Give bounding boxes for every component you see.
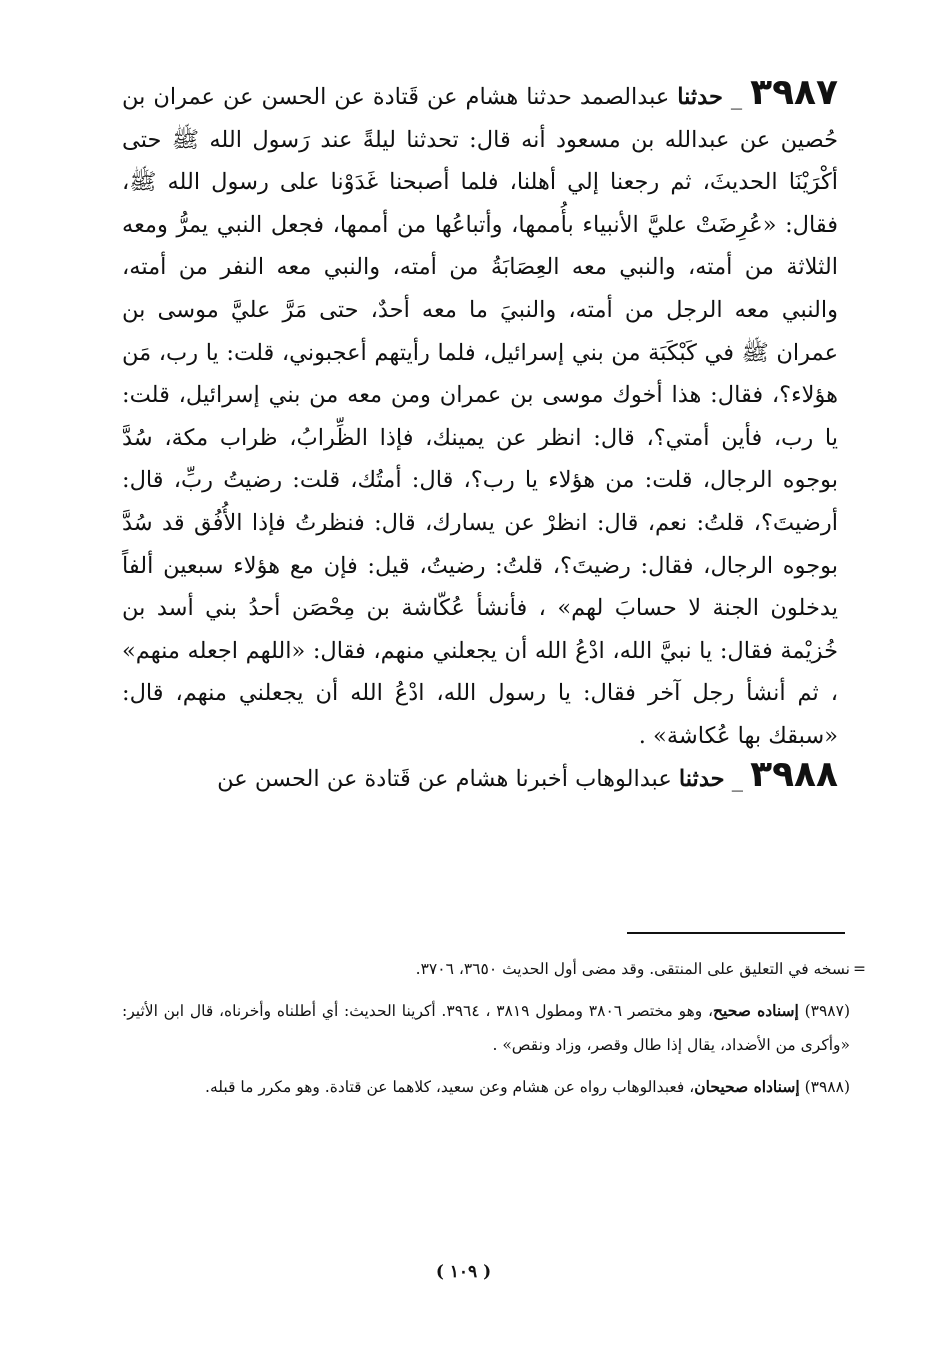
footnote-grading: إسناداه صحيحان: [694, 1077, 800, 1096]
main-text: [122, 72, 838, 800]
hadith-heading: حدثنا: [677, 84, 723, 110]
continuation-marker: =: [853, 960, 866, 978]
hadith-heading: حدثنا: [678, 765, 725, 792]
footnote-grading: إسناده صحيح: [713, 1001, 799, 1020]
footnote-text: ، فعبدالوهاب رواه عن هشام وعن سعيد، كلاهما عن قتادة. وهو مكرر ما قبله.: [205, 1078, 695, 1096]
footnote-label: (٣٩٨٧): [804, 1002, 851, 1020]
footnote-text: نسخه في التعليق على المنتقى. وقد مضى أول الحديث ٣٦٥٠، ٣٧٠٦.: [415, 960, 850, 978]
hadith-body: عبدالصمد حدثنا هشام عن قَتادة عن الحسن عن عمران بن حُصين عن عبدالله بن مسعود أنه قال: تحدثنا ليلةً عند رَسول الله ﷺ حتى أكْرَيْنَا الحديثَ، ثم رجعنا إلي أهلنا، فلما أصبحنا غَدَوْنا على رسول الله ﷺ، فقال: «عُرِضَتْ عليَّ الأنبياء بأُممها، وأتباعُها من أممها، فجعل النبي يمرُّ ومعه الثلاثة من أمته، والنبي معه العِصَابَةُ من أمته، والنبي معه النفر من أمته، والنبي معه الرجل من أمته، والنبيَ ما معه أحدٌ، حتى مَرَّ عليَّ موسى بن عمران ﷺ في كَبْكَبَة من بني إسرائيل، فلما رأيتهم أعجبوني، قلت: يا رب، مَن هؤلاء؟، فقال: هذا أخوك موسى بن عمران ومن معه من بني إسرائيل، قلت: يا رب، فأين أمتي؟، قال: انظر عن يمينك، فإذا الظِّرابُ، ظراب مكة، سُدَّ بوجوه الرجال، قلت: من هؤلاء يا رب؟، قال: أمتُك، قلت: رضيتُ ربِّ، قال: أرضيتَ؟، قلتُ: نعم، قال: انظرْ عن يسارك، قال: فنظرتُ فإذا الأُفُق قد سُدَّ بوجوه الرجال، فقال: رضيتَ؟، قلتُ: رضيتُ، قيل: فإن مع هؤلاء سبعين ألفاً يدخلون الجنة لا حسابَ لهم» ، فأنشأ عُكّاشة بن مِحْصَن أحدُ بني أسد بن خُزيْمة فقال: يا نبيَّ الله، ادْعُ الله أن يجعلني منهم، فقال: «اللهم اجعله منهم» ، ثم أنشأ رجل آخر فقال: يا رسول الله، ادْعُ الله أن يجعلني منهم، قال: «سبقك بها عُكاشة» .: [122, 84, 838, 749]
footnote-3988: [122, 1070, 850, 1104]
heading-dash: _: [722, 84, 751, 110]
footnotes: [122, 952, 866, 1112]
page-number: ( ١٠٩ ): [435, 1262, 492, 1282]
footnote-label: (٣٩٨٨): [804, 1078, 850, 1096]
footnote-text: ، وهو مختصر ٣٨٠٦ ومطول ٣٨١٩ ، ٣٩٦٤. أكرينا الحديث: أي أطلناه وأخرناه، قال ابن الأثير: «وأكرى من الأضداد، يقال إذا طال وقصر، وزاد ونقص» .: [122, 1002, 850, 1054]
hadith-number: ٣٩٨٧: [750, 72, 838, 113]
footnote-continuation: [122, 952, 866, 986]
hadith-3987: [122, 72, 838, 758]
heading-dash: _: [724, 765, 751, 792]
hadith-body: عبدالوهاب أخبرنا هشام عن قَتادة عن الحسن عن: [217, 765, 679, 792]
footnote-3987: [122, 994, 850, 1062]
footnote-separator: [627, 932, 845, 934]
hadith-number: ٣٩٨٨: [750, 753, 838, 795]
hadith-3988: [122, 753, 838, 801]
